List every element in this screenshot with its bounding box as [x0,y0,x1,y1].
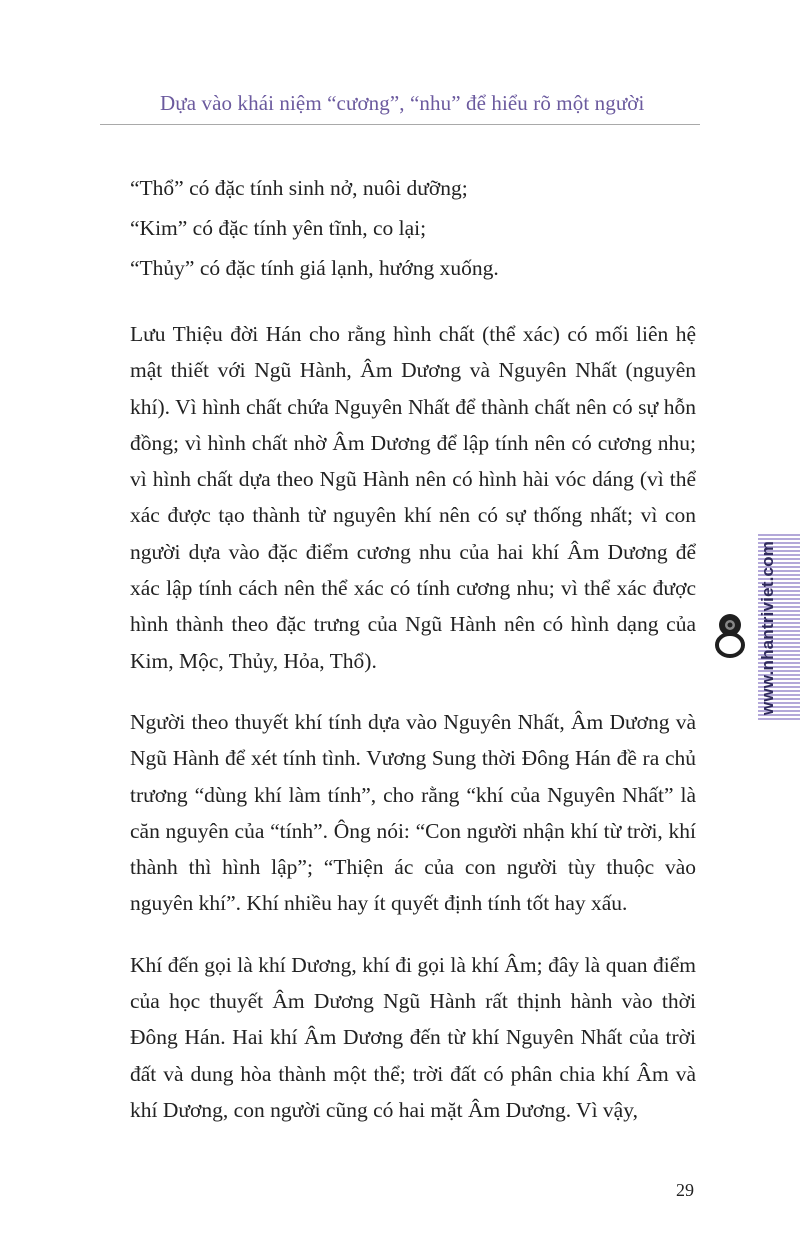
verse-line: “Thổ” có đặc tính sinh nở, nuôi dưỡng; [130,176,468,200]
running-header: Dựa vào khái niệm “cương”, “nhu” để hiểu rõ một người [160,91,645,115]
verse-line: “Kim” có đặc tính yên tĩnh, co lại; [130,216,427,240]
body-paragraph: Khí đến gọi là khí Dương, khí đi gọi là khí Âm; đây là quan điểm của học thuyết Âm Dương Ngũ Hành rất thịnh hành vào thời Đông Hán. Hai khí Âm Dương đến từ khí Nguyên Nhất của trời đất và dung hòa thành một thể; trời đất có phân chia khí Âm và khí Dương, con người cũng có hai mặt Âm Dương. Vì vậy, [130,952,696,1122]
header-divider [100,124,700,125]
knocker-emblem-icon [713,612,747,658]
body-paragraph: Người theo thuyết khí tính dựa vào Nguyên Nhất, Âm Dương và Ngũ Hành để xét tính tình. Vương Sung thời Đông Hán đề ra chủ trương “dùng khí làm tính”, cho rằng “khí của Nguyên Nhất” là căn nguyên của “tính”. Ông nói: “Con người nhận khí từ trời, khí thành thì hình lập”; “Thiện ác của con người tùy thuộc vào nguyên khí”. Khí nhiều hay ít quyết định tính tốt hay xấu. [130,709,696,916]
page-body [130,168,696,1128]
page-number: 29 [676,1180,694,1200]
verse-line: “Thủy” có đặc tính giá lạnh, hướng xuống. [130,256,499,280]
body-paragraph: Lưu Thiệu đời Hán cho rằng hình chất (thể xác) có mối liên hệ mật thiết với Ngũ Hành, Âm Dương và Nguyên Nhất (nguyên khí). Vì hình chất chứa Nguyên Nhất để thành chất nên có sự hỗn đồng; vì hình chất nhờ Âm Dương để lập tính nên có cương nhu; vì hình chất dựa theo Ngũ Hành nên có hình hài vóc dáng (vì thể xác được tạo thành từ nguyên khí nên có sự thống nhất; vì con người dựa vào đặc điểm cương nhu của hai khí Âm Dương để xác lập tính cách nên thể xác có tính cương nhu; vì thể xác được hình thành theo đặc trưng của Ngũ Hành nên có hình dạng của Kim, Mộc, Thủy, Hỏa, Thổ). [130,322,696,673]
side-tab-website: www.nhantriviet.com [758,540,777,716]
verse-block [130,168,696,288]
